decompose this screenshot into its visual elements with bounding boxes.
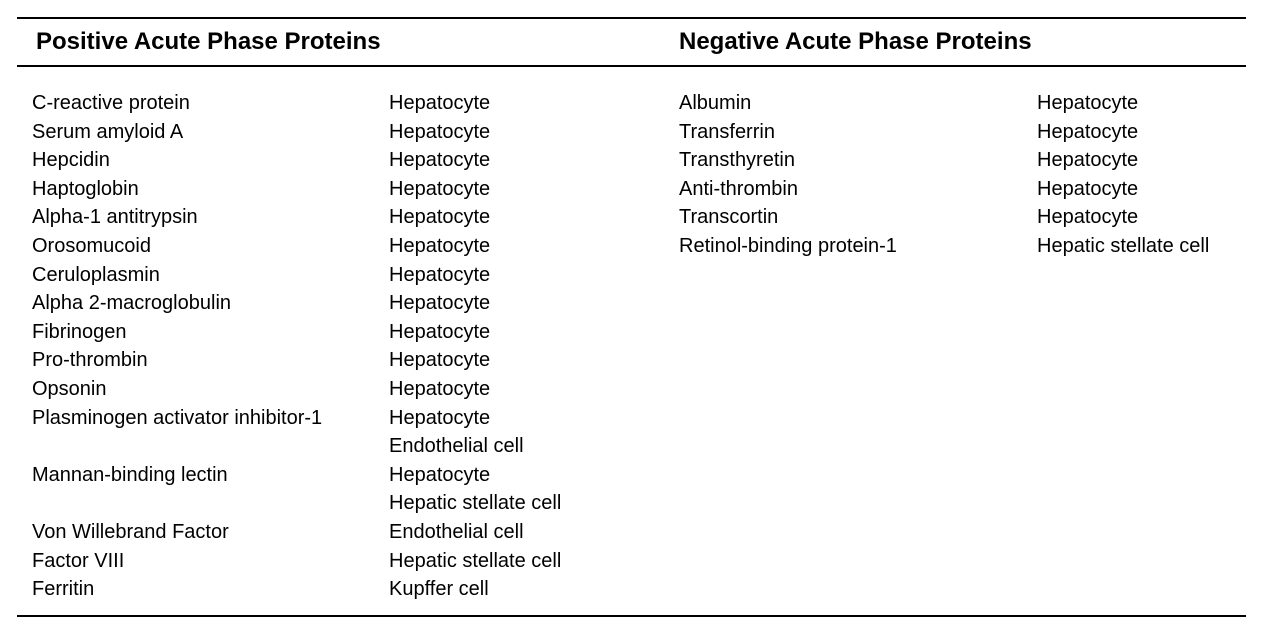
positive-protein-cell: Opsonin	[32, 377, 107, 400]
positive-source-cell: Hepatocyte	[389, 292, 491, 315]
positive-source-cell: Hepatic stellate cell	[389, 492, 562, 515]
positive-protein-cell: Haptoglobin	[32, 177, 139, 200]
positive-source-cell: Hepatocyte	[389, 149, 491, 172]
positive-protein-cell: Ceruloplasmin	[32, 263, 160, 286]
positive-protein-cell: Ferritin	[32, 578, 95, 601]
negative-source-cell: Hepatocyte	[1037, 177, 1139, 200]
positive-source-cell: Kupffer cell	[389, 578, 489, 601]
positive-source-cell: Hepatocyte	[389, 234, 491, 257]
negative-protein-column	[679, 89, 897, 261]
positive-protein-cell: Mannan-binding lectin	[32, 463, 228, 486]
negative-protein-cell: Transthyretin	[679, 149, 795, 172]
positive-source-cell: Hepatocyte	[389, 406, 491, 429]
negative-source-cell: Hepatocyte	[1037, 206, 1139, 229]
positive-protein-cell: Hepcidin	[32, 149, 110, 172]
positive-source-cell: Hepatocyte	[389, 263, 491, 286]
positive-source-column	[389, 89, 561, 604]
positive-heading: Positive Acute Phase Proteins	[36, 28, 381, 55]
positive-protein-cell: Serum amyloid A	[32, 120, 184, 143]
negative-protein-cell: Transferrin	[679, 120, 775, 143]
negative-protein-cell: Albumin	[679, 92, 752, 114]
positive-source-cell: Hepatocyte	[389, 349, 491, 372]
negative-source-cell: Hepatic stellate cell	[1037, 234, 1210, 257]
negative-source-cell: Hepatocyte	[1037, 92, 1139, 114]
positive-protein-cell: Plasminogen activator inhibitor-1	[32, 406, 323, 429]
positive-source-cell: Hepatocyte	[389, 92, 491, 114]
positive-source-cell: Hepatic stellate cell	[389, 549, 562, 572]
table-top-rule	[17, 17, 1246, 19]
positive-protein-cell	[32, 432, 322, 461]
negative-protein-cell: Retinol-binding protein-1	[679, 234, 897, 257]
positive-protein-cell: Alpha 2-macroglobulin	[32, 292, 232, 315]
negative-protein-cell: Transcortin	[679, 206, 779, 229]
table-bottom-rule	[17, 615, 1246, 617]
positive-protein-cell: Orosomucoid	[32, 234, 151, 257]
positive-source-cell: Hepatocyte	[389, 320, 491, 343]
positive-source-cell: Hepatocyte	[389, 206, 491, 229]
table-header-rule	[17, 65, 1246, 67]
positive-source-cell: Hepatocyte	[389, 463, 491, 486]
positive-protein-cell: C-reactive protein	[32, 92, 190, 114]
negative-source-column	[1037, 89, 1209, 261]
positive-protein-cell: Pro-thrombin	[32, 349, 148, 372]
positive-source-cell: Hepatocyte	[389, 177, 491, 200]
positive-protein-column	[32, 89, 322, 604]
negative-source-cell: Hepatocyte	[1037, 149, 1139, 172]
positive-source-cell: Endothelial cell	[389, 435, 524, 458]
positive-source-cell: Endothelial cell	[389, 520, 524, 543]
positive-protein-cell	[32, 489, 322, 518]
negative-heading: Negative Acute Phase Proteins	[679, 28, 1032, 55]
positive-protein-cell: Von Willebrand Factor	[32, 520, 229, 543]
negative-protein-cell: Anti-thrombin	[679, 177, 798, 200]
negative-source-cell: Hepatocyte	[1037, 120, 1139, 143]
positive-protein-cell: Fibrinogen	[32, 320, 127, 343]
positive-protein-cell: Alpha-1 antitrypsin	[32, 206, 198, 229]
positive-source-cell: Hepatocyte	[389, 377, 491, 400]
positive-protein-cell: Factor VIII	[32, 549, 125, 572]
positive-source-cell: Hepatocyte	[389, 120, 491, 143]
